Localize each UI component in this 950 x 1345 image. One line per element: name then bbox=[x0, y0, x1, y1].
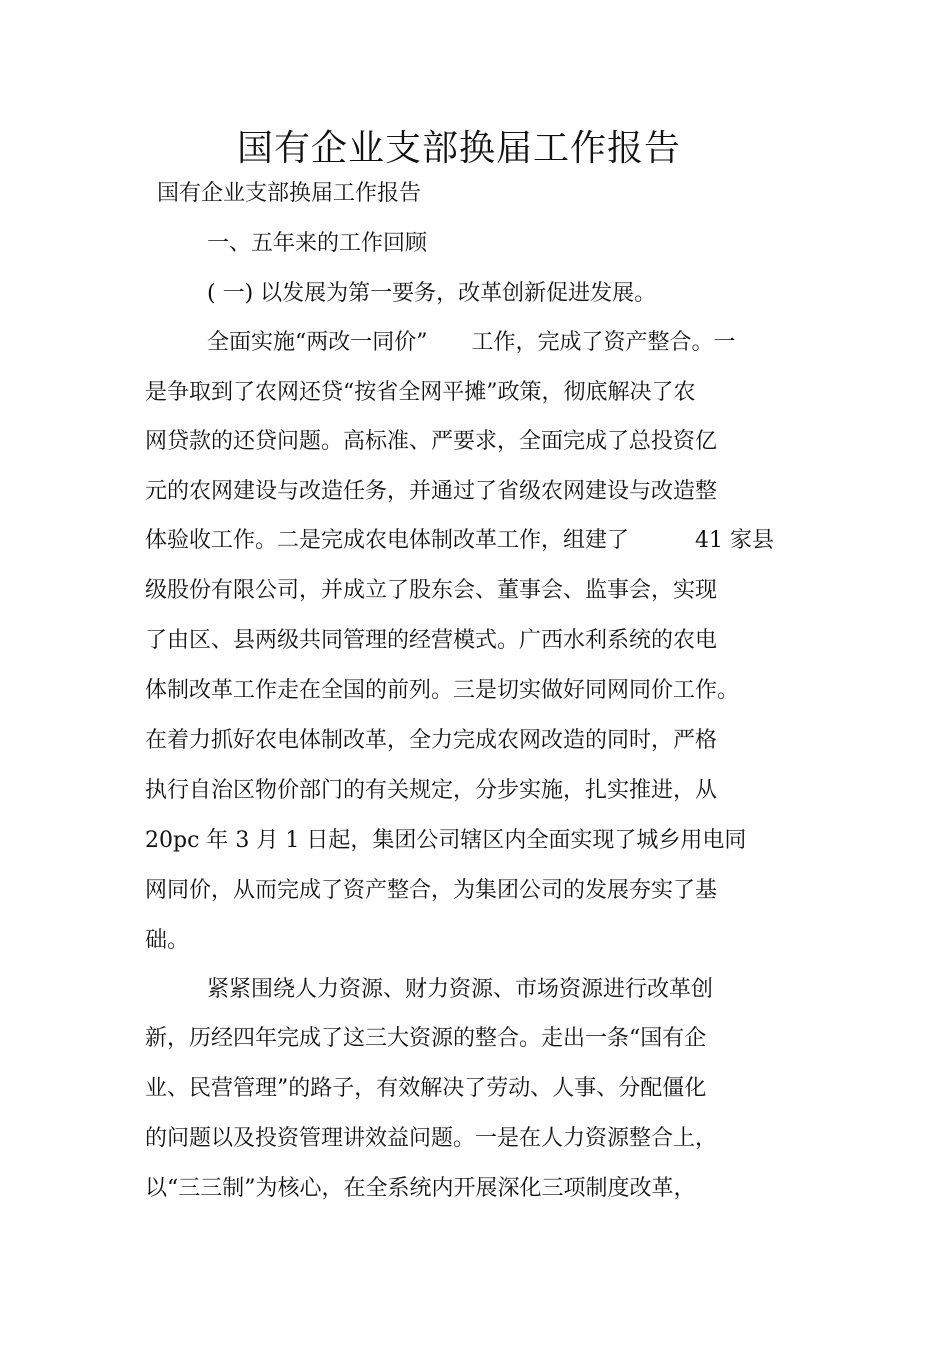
body-line: 了由区、县两级共同管理的经营模式。广西水利系统的农电 bbox=[145, 628, 718, 653]
section-heading: 一、五年来的工作回顾 bbox=[207, 231, 428, 256]
document-subtitle: 国有企业支部换届工作报告 bbox=[157, 181, 422, 206]
body-line: 元的农网建设与改造任务，并通过了省级农网建设与改造整 bbox=[145, 479, 718, 504]
body-line: 的问题以及投资管理讲效益问题。一是在人力资源整合上， bbox=[145, 1126, 718, 1151]
body-line: 以“三三制”为核心，在全系统内开展深化三项制度改革， bbox=[145, 1176, 696, 1201]
body-line: 20pc 年 3 月 1 日起，集团公司辖区内全面实现了城乡用电同 bbox=[145, 828, 747, 853]
subsection-heading: ( 一) 以发展为第一要务，改革创新促进发展。 bbox=[207, 281, 657, 306]
body-line: 是争取到了农网还贷“按省全网平摊”政策，彻底解决了农 bbox=[145, 380, 696, 405]
body-line: 础。 bbox=[145, 928, 190, 953]
body-line: 在着力抓好农电体制改革，全力完成农网改造的同时，严格 bbox=[145, 728, 718, 753]
body-line: 新，历经四年完成了这三大资源的整合。走出一条“国有企 bbox=[145, 1026, 707, 1051]
body-line: 全面实施“两改一同价” 工作，完成了资产整合。一 bbox=[207, 330, 736, 355]
body-line: 执行自治区物价部门的有关规定，分步实施，扎实推进，从 bbox=[145, 778, 718, 803]
body-line: 紧紧围绕人力资源、财力资源、市场资源进行改革创 bbox=[207, 977, 714, 1002]
document-title: 国有企业支部换届工作报告 bbox=[236, 128, 681, 169]
body-line: 业、民营管理”的路子，有效解决了劳动、人事、分配僵化 bbox=[145, 1076, 707, 1101]
body-line: 体验收工作。二是完成农电体制改革工作，组建了 41 家县 bbox=[145, 528, 774, 553]
body-line: 网贷款的还贷问题。高标准、严要求，全面完成了总投资亿 bbox=[145, 429, 718, 454]
body-line: 级股份有限公司，并成立了股东会、董事会、监事会，实现 bbox=[145, 578, 718, 603]
body-line: 体制改革工作走在全国的前列。三是切实做好同网同价工作。 bbox=[145, 678, 740, 703]
body-line: 网同价，从而完成了资产整合，为集团公司的发展夯实了基 bbox=[145, 878, 718, 903]
